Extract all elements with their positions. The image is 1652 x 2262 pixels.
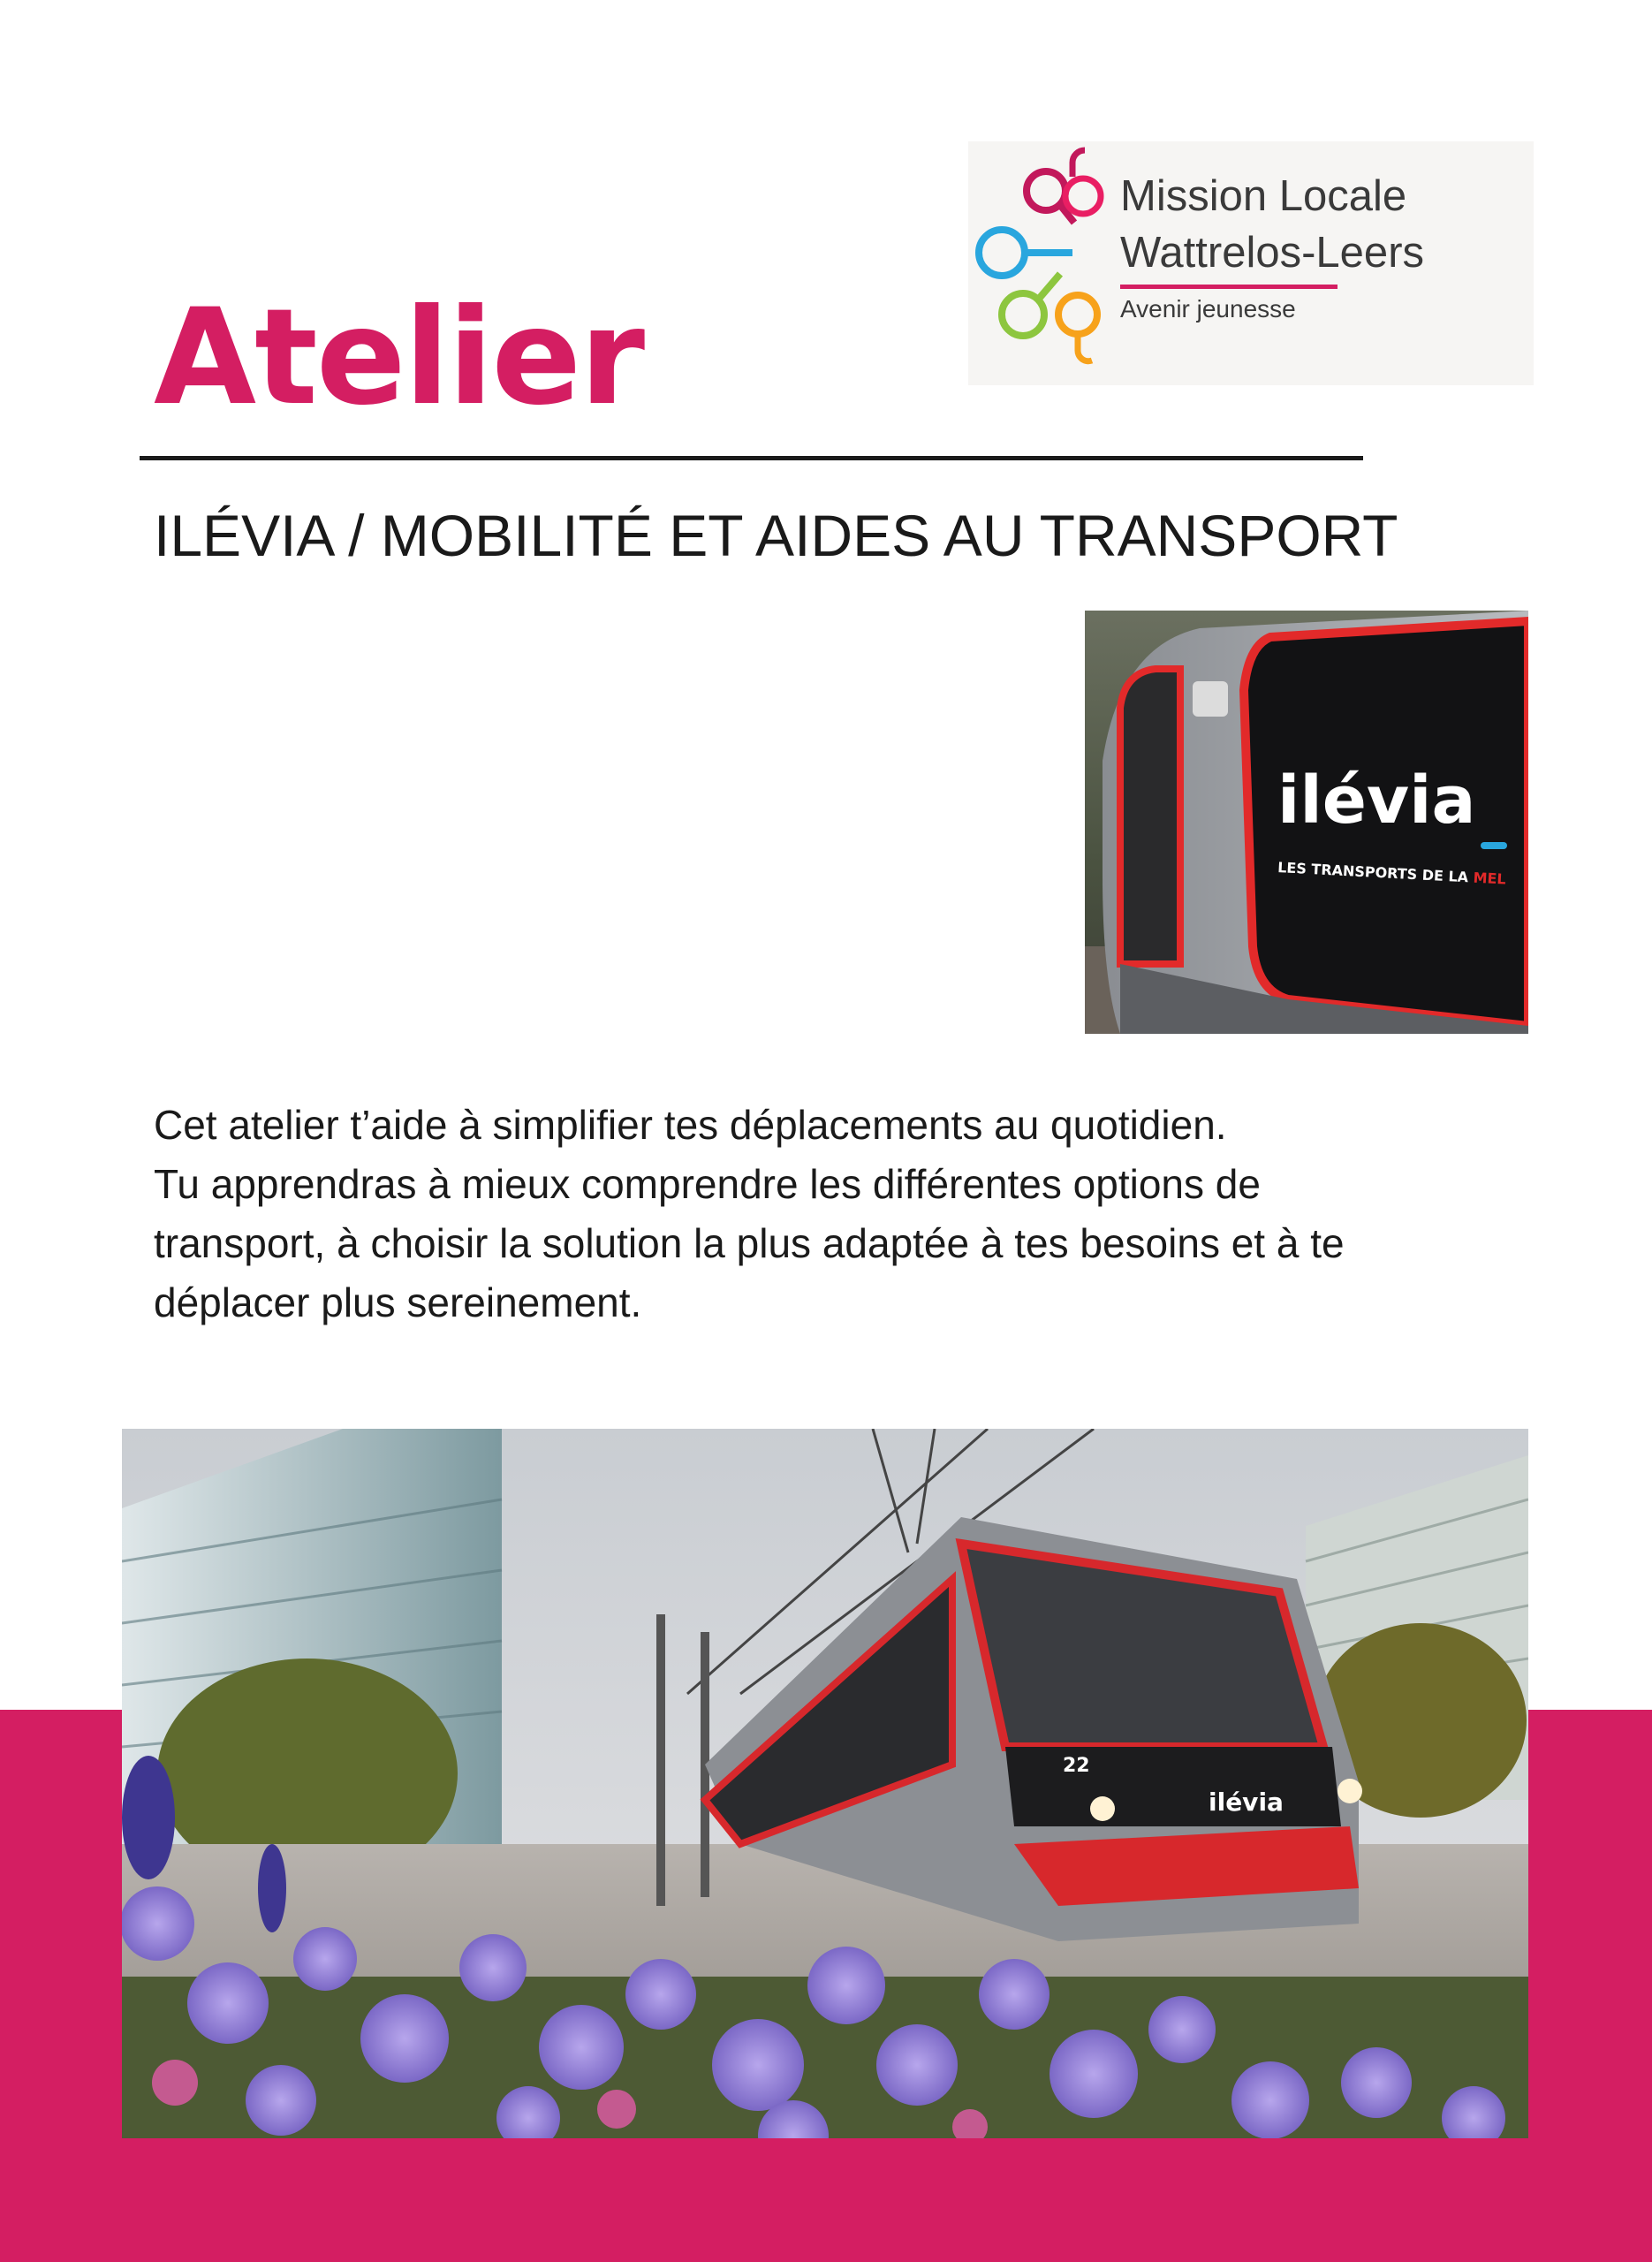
page-title: Atelier [154,281,644,435]
tram-brand-tagline-mel: MEL [1473,869,1507,888]
title-divider [140,456,1363,460]
tram-street-photo [122,1429,1528,2138]
tram-number: 22 [1063,1755,1090,1777]
logo-line-1: Mission Locale [1120,172,1407,220]
logo-line-2: Wattrelos-Leers [1120,229,1425,277]
tram-side-photo [1085,611,1528,1034]
description-line-3: transport, à choisir la solution la plus adaptée à tes besoins et à te [154,1220,1345,1266]
tram-front-brand: ilévia [1209,1788,1284,1817]
page-subtitle: ILÉVIA / MOBILITÉ ET AIDES AU TRANSPORT [154,503,1398,568]
mission-locale-logo [968,141,1534,385]
logo-tagline: Avenir jeunesse [1120,295,1296,323]
logo-underline [1120,285,1338,289]
description [154,1096,1532,1332]
description-line-1: Cet atelier t’aide à simplifier tes déplacements au quotidien. [154,1102,1227,1148]
description-line-4: déplacer plus sereinement. [154,1279,642,1325]
tram-brand-text: ilévia [1277,763,1476,839]
tram-brand-tagline: LES TRANSPORTS DE LA [1277,859,1474,886]
description-line-2: Tu apprendras à mieux comprendre les différentes options de [154,1161,1261,1207]
logo-mark-icon [968,141,1118,385]
